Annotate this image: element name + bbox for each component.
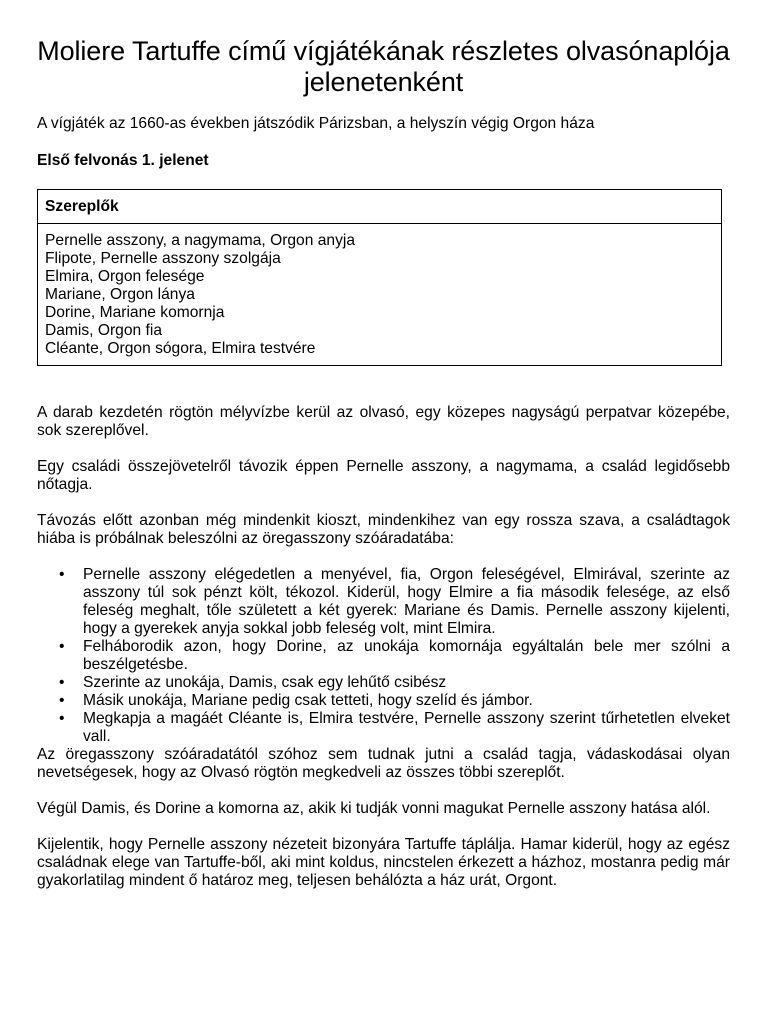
cast-member: Flipote, Pernelle asszony szolgája (45, 250, 281, 267)
cast-member: Elmira, Orgon felesége (45, 268, 205, 285)
bullet-icon: • (59, 638, 65, 655)
body-paragraph: Kijelentik, hogy Pernelle asszony nézeteit bizonyára Tartuffe táplálja. Hamar kiderül, hogy az egész családnak elege van Tartuffe-ből, aki mint koldus, nincstelen érkezett a házhoz, mostanra pedig már gyakorlatilag mindent ő határoz meg, teljesen behálózta a ház urát, Orgont. (37, 836, 730, 889)
bullet-list (37, 566, 730, 746)
body-paragraph: Távozás előtt azonban még mindenkit kioszt, mindenkihez van egy rossza szava, a családtagok hiába is próbálnak beleszólni az öregasszony szóáradatába: (37, 512, 730, 547)
bullet-icon: • (59, 566, 65, 583)
cast-member: Mariane, Orgon lánya (45, 286, 195, 303)
bullet-text: Pernelle asszony elégedetlen a menyével, fia, Orgon feleségével, Elmirával, szerinte az asszony túl sok pénzt költ, tékozol. Kiderül, hogy Elmire a fia második felesége, az első feleség meghalt, tőle született a két gyerek: Mariane és Damis. Pernelle asszony kijelenti, hogy a gyerekek anyja sokkal jobb feleség volt, mint Elmira. (83, 566, 730, 637)
body-paragraph: Végül Damis, és Dorine a komorna az, akik ki tudják vonni magukat Pernelle asszony hatása alól. (37, 800, 711, 817)
bullet-item (59, 674, 730, 692)
bullet-text: Másik unokája, Mariane pedig csak tetteti, hogy szelíd és jámbor. (83, 692, 533, 709)
bullet-icon: • (59, 674, 65, 691)
body-paragraph: Egy családi összejövetelről távozik éppen Pernelle asszony, a nagymama, a család legidősebb nőtagja. (37, 458, 730, 493)
body-paragraph: Az öregasszony szóáradatától szóhoz sem tudnak jutni a család tagja, vádaskodásai olyan nevetségesek, hogy az Olvasó rögtön megkedveli az összes többi szereplőt. (37, 746, 730, 781)
bullet-text: Szerinte az unokája, Damis, csak egy lehűtő csibész (83, 674, 447, 691)
intro-text: A vígjáték az 1660-as években játszódik Párizsban, a helyszín végig Orgon háza (37, 115, 595, 132)
body-paragraph: A darab kezdetén rögtön mélyvízbe kerül az olvasó, egy közepes nagyságú perpatvar közepébe, sok szereplővel. (37, 404, 730, 439)
bullet-item (59, 692, 730, 710)
cast-list (38, 224, 721, 365)
bullet-icon: • (59, 692, 65, 709)
document-page (37, 0, 730, 890)
act-heading: Első felvonás 1. jelenet (37, 152, 209, 169)
cast-member: Dorine, Mariane komornja (45, 304, 225, 321)
bullet-text: Felháborodik azon, hogy Dorine, az unokája komornája egyáltalán bele mer szólni a beszélgetésbe. (83, 638, 730, 673)
bullet-icon: • (59, 710, 65, 727)
document-title: Moliere Tartuffe című vígjátékának részletes olvasónaplója jelenetenként (37, 36, 730, 97)
cast-member: Cléante, Orgon sógora, Elmira testvére (45, 340, 316, 357)
bullet-text: Megkapja a magáét Cléante is, Elmira testvére, Pernelle asszony szerint tűrhetetlen elveket vall. (83, 710, 730, 745)
bullet-item (59, 566, 730, 638)
cast-member: Damis, Orgon fia (45, 322, 162, 339)
bullet-item (59, 638, 730, 674)
cast-table (37, 189, 722, 366)
bullet-item (59, 710, 730, 746)
cast-table-header: Szereplők (38, 190, 721, 224)
cast-member: Pernelle asszony, a nagymama, Orgon anyja (45, 232, 356, 249)
